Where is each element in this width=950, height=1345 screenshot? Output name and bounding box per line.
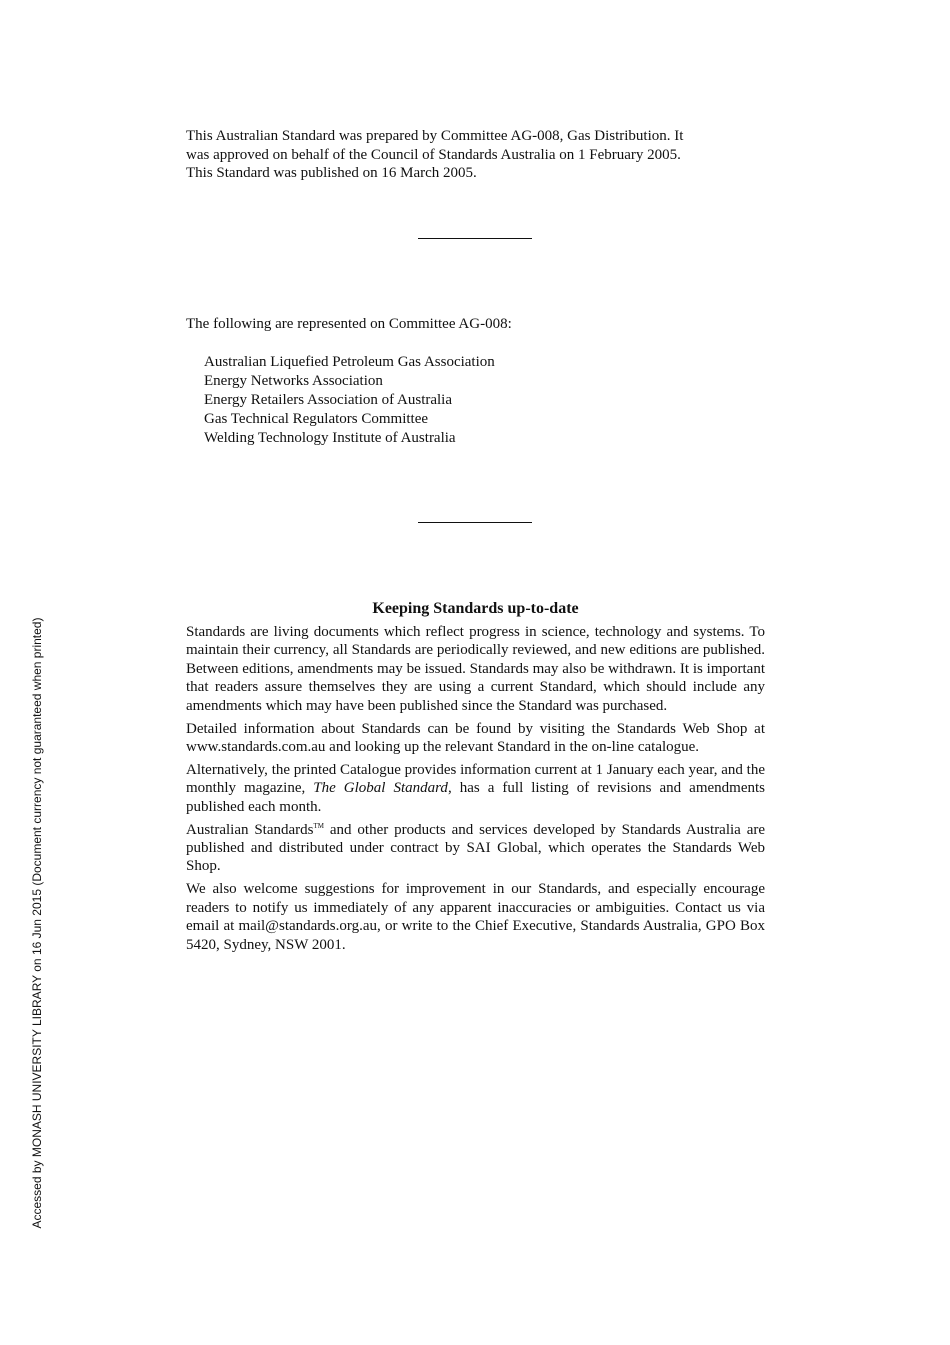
magazine-title: The Global Standard [313, 780, 448, 797]
approval-line: This Australian Standard was prepared by Committee AG-008, Gas Distribution. It [186, 128, 684, 144]
approval-line: This Standard was published on 16 March 2005. [186, 165, 477, 181]
committee-section [186, 315, 765, 448]
committee-member: Australian Liquefied Petroleum Gas Association [204, 353, 495, 370]
paragraph-sai-global [186, 821, 765, 876]
trademark-mark: TM [313, 821, 325, 830]
catalogue-text-end: , has a full listing of revisions and amendments published each month. [186, 780, 765, 815]
paragraph-feedback: We also welcome suggestions for improvement in our Standards, and especially encourage readers to notify us immediately of any apparent inaccuracies or ambiguities. Contact us via email at mail@standards.org.au, or write to the Chief Executive, Standards Australia, GPO Box 5420, Sydney, NSW 2001. [186, 881, 765, 953]
sai-global-text: and other products and services developed by Standards Australia are published and distributed under contract by SAI Global, which operates the Standards Web Shop. [186, 821, 766, 875]
approval-statement [186, 127, 765, 183]
paragraph-web-shop: Detailed information about Standards can be found by visiting the Standards Web Shop at www.standards.com.au and looking up the relevant Standard in the on-line catalogue. [186, 720, 765, 755]
committee-members-list [186, 353, 765, 448]
brand-text: Australian Standards [186, 821, 314, 838]
committee-member: Gas Technical Regulators Committee [204, 410, 429, 427]
paragraph-living-documents: Standards are living documents which reflect progress in science, technology and systems. To maintain their currency, all Standards are periodically reviewed, and new editions are published. Between editions, amendments may be issued. Standards may also be withdrawn. It is important that readers assure themselves they are using a current Standard, which should include any amendments which may have been published since the Standard was purchased. [186, 624, 765, 714]
section-heading: Keeping Standards up-to-date [372, 600, 579, 617]
section-divider [418, 522, 532, 523]
committee-intro: The following are represented on Committee AG-008: [186, 316, 512, 332]
approval-line: was approved on behalf of the Council of Standards Australia on 1 February 2005. [186, 146, 681, 163]
section-divider [418, 238, 532, 239]
keeping-standards-section [186, 599, 765, 958]
access-watermark: Accessed by MONASH UNIVERSITY LIBRARY on 16 Jun 2015 (Document currency not guaranteed when printed) [30, 617, 44, 1229]
committee-member: Energy Retailers Association of Australia [204, 391, 453, 408]
paragraph-catalogue [186, 761, 765, 816]
catalogue-text: Alternatively, the printed Catalogue provides information current at 1 January each year, and the monthly magazine, [186, 761, 765, 797]
committee-member: Energy Networks Association [204, 372, 383, 389]
committee-member: Welding Technology Institute of Australia [204, 429, 456, 446]
